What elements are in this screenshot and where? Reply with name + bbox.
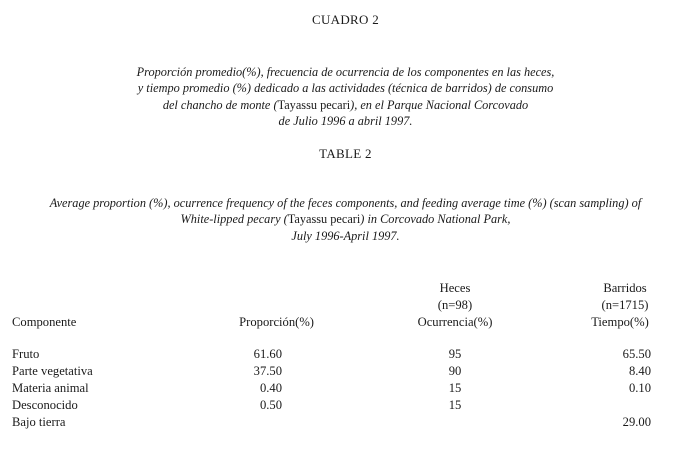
spanish-caption-line-2: y tiempo promedio (%) dedicado a las actividades (técnica de barridos) de consumo [137, 81, 554, 96]
column-header-componente: Componente [12, 315, 77, 329]
spanish-caption-line-4: de Julio 1996 a abril 1997. [278, 113, 413, 128]
cell-ocurrencia: 15 [448, 381, 462, 395]
english-caption-line-2-start: White-lipped pecary ( [180, 212, 288, 227]
spanish-caption-line-1: Proporción promedio(%), frecuencia de ocurrencia de los componentes en las heces, [136, 65, 555, 79]
group-header-heces: Heces [439, 281, 471, 295]
cell-proporcion: 37.50 [253, 364, 282, 378]
column-header-ocurrencia: Ocurrencia(%) [417, 315, 493, 329]
cell-tiempo: 65.50 [622, 347, 651, 361]
cell-componente: Bajo tierra [12, 415, 66, 429]
cell-ocurrencia: 95 [448, 347, 462, 361]
spanish-caption [0, 64, 691, 129]
english-caption-line-2 [0, 211, 691, 227]
column-header-tiempo: Tiempo(%) [591, 315, 649, 329]
spanish-caption-line-3-end: ), en el Parque Nacional Corcovado [350, 97, 529, 112]
group-header-barridos: Barridos [603, 281, 647, 295]
cell-tiempo: 29.00 [622, 415, 651, 429]
spanish-caption-line-3-start: del chancho de monte ( [162, 97, 278, 112]
english-caption [0, 195, 691, 244]
species-name-english: Tayassu pecari [287, 212, 361, 227]
cell-componente: Fruto [12, 347, 40, 361]
cell-componente: Parte vegetativa [12, 364, 93, 378]
cell-proporcion: 61.60 [253, 347, 282, 361]
english-caption-line-1: Average proportion (%), ocurrence frequency of the feces components, and feeding average time (%) (scan sampling) of [49, 196, 642, 210]
cell-proporcion: 0.40 [259, 381, 282, 395]
cell-proporcion: 0.50 [259, 398, 282, 412]
group-header-heces-n: (n=98) [437, 298, 473, 312]
cell-tiempo: 8.40 [628, 364, 651, 378]
english-caption-line-3: July 1996-April 1997. [291, 228, 400, 243]
cell-tiempo: 0.10 [628, 381, 651, 395]
table-title: TABLE 2 [319, 146, 372, 161]
cuadro-title: CUADRO 2 [311, 12, 380, 27]
spanish-caption-line-3 [0, 97, 691, 113]
english-caption-line-2-end: ) in Corcovado National Park, [360, 212, 511, 227]
cell-componente: Materia animal [12, 381, 89, 395]
species-name-spanish: Tayassu pecari [277, 97, 351, 112]
cell-ocurrencia: 90 [448, 364, 462, 378]
group-header-barridos-n: (n=1715) [601, 298, 649, 312]
column-header-proporcion: Proporción(%) [239, 315, 314, 329]
cell-ocurrencia: 15 [448, 398, 462, 412]
cell-componente: Desconocido [12, 398, 78, 412]
